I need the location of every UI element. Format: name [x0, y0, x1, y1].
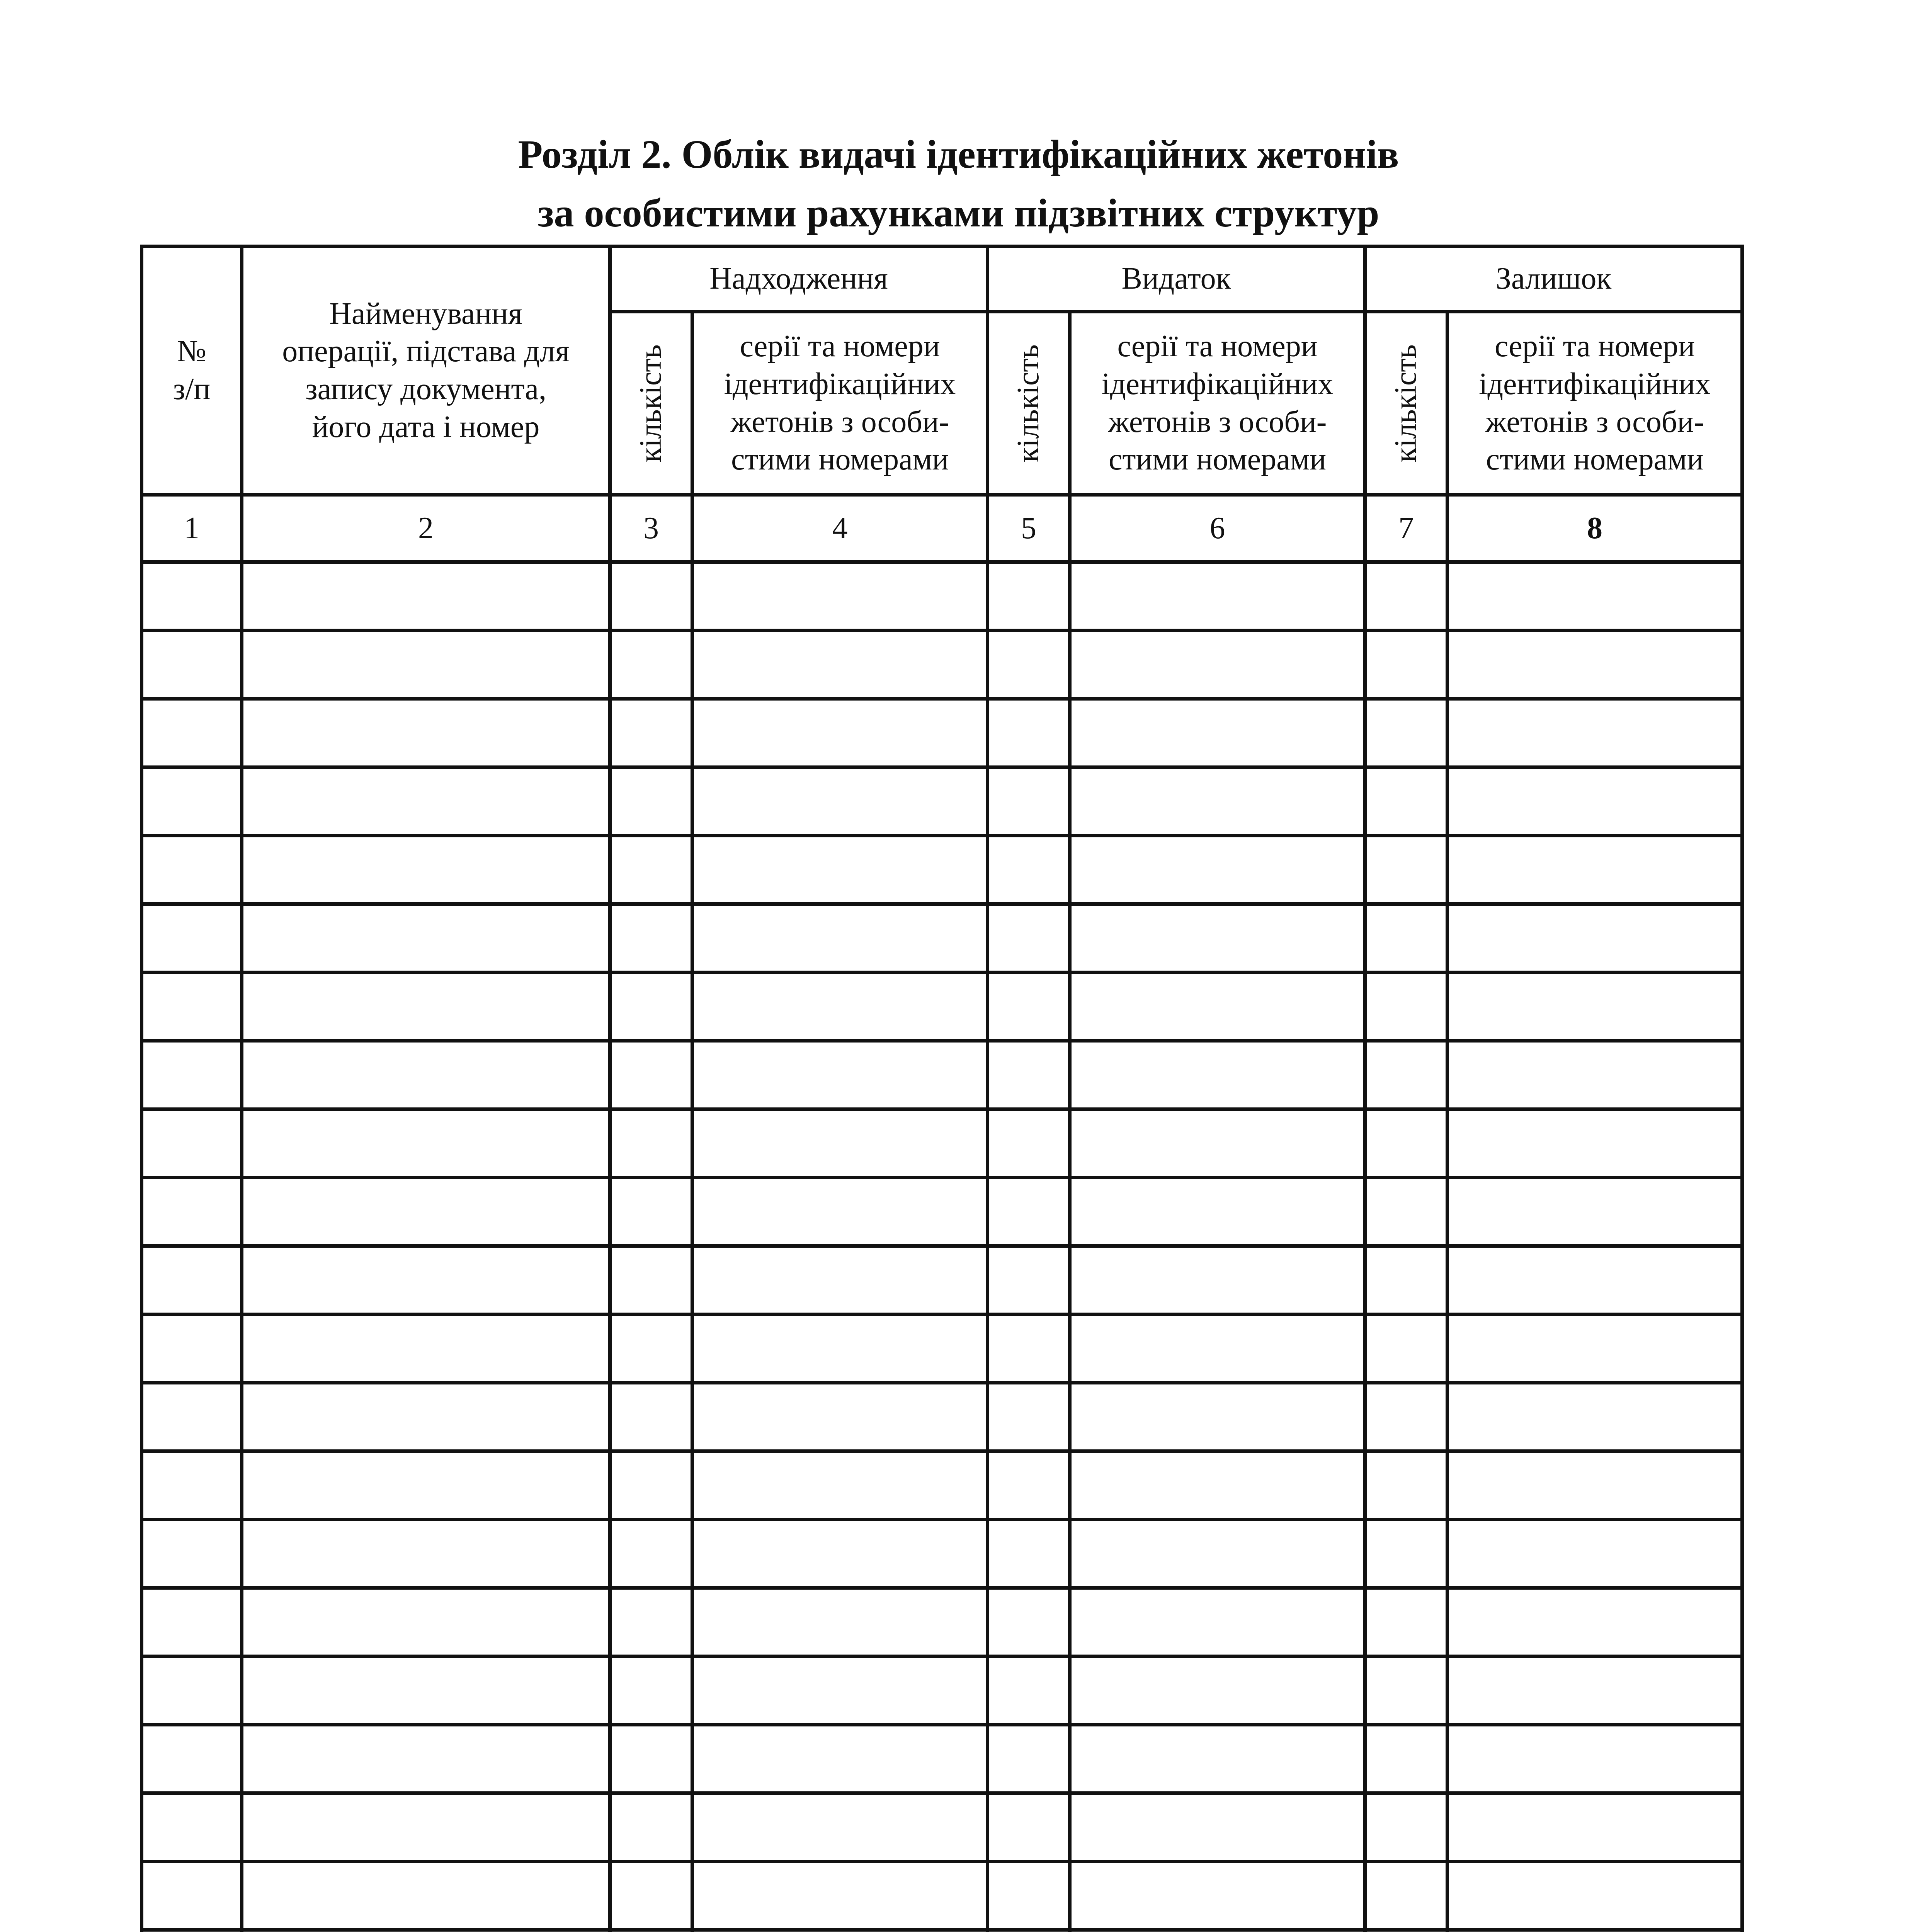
table-cell: [1365, 1588, 1448, 1656]
table-cell: [1070, 1656, 1365, 1725]
table-cell: [1365, 1793, 1448, 1862]
table-cell: [1448, 1793, 1742, 1862]
header-income-series: [692, 312, 988, 495]
table-cell: [988, 767, 1070, 836]
ledger-table: [140, 245, 1744, 1932]
table-cell: [988, 1178, 1070, 1246]
table-cell: [610, 1588, 692, 1656]
table-cell: [1365, 1109, 1448, 1178]
table-cell: [1448, 1725, 1742, 1793]
series-line3: жетонів з особи-: [1108, 405, 1327, 439]
table-row: [142, 1041, 1742, 1109]
table-cell: [1448, 562, 1742, 631]
table-cell: [242, 1656, 610, 1725]
table-row: [142, 1315, 1742, 1383]
table-cell: [142, 1520, 242, 1588]
table-cell: [1365, 836, 1448, 904]
table-row: [142, 767, 1742, 836]
table-cell: [142, 1109, 242, 1178]
table-cell: [988, 1793, 1070, 1862]
column-number: 1: [142, 495, 242, 562]
table-cell: [610, 699, 692, 767]
table-cell: [242, 767, 610, 836]
table-cell: [242, 631, 610, 699]
table-cell: [1448, 973, 1742, 1041]
table-cell: [1070, 1862, 1365, 1930]
table-cell: [1448, 1246, 1742, 1315]
table-cell: [692, 699, 988, 767]
table-row: [142, 1862, 1742, 1930]
table-cell: [692, 1451, 988, 1520]
column-number: 8: [1448, 495, 1742, 562]
table-cell: [692, 836, 988, 904]
table-cell: [1070, 1451, 1365, 1520]
table-cell: [1070, 1520, 1365, 1588]
table-row: [142, 1656, 1742, 1725]
header-income-qty: [610, 312, 692, 495]
table-cell: [1070, 1315, 1365, 1383]
table-cell: [1448, 1588, 1742, 1656]
table-cell: [988, 1041, 1070, 1109]
table-cell: [242, 699, 610, 767]
table-cell: [692, 1109, 988, 1178]
table-cell: [1448, 904, 1742, 973]
series-line3: жетонів з особи-: [730, 405, 949, 439]
table-row: [142, 1383, 1742, 1451]
series-line4: стими номерами: [1108, 442, 1327, 477]
table-cell: [692, 1520, 988, 1588]
table-cell: [988, 1246, 1070, 1315]
table-cell: [242, 836, 610, 904]
table-cell: [1070, 631, 1365, 699]
table-cell: [1365, 1246, 1448, 1315]
table-cell: [692, 904, 988, 973]
table-cell: [242, 1793, 610, 1862]
header-operation-line3: запису документа,: [305, 372, 546, 406]
column-number-row: [142, 495, 1742, 562]
table-cell: [1365, 562, 1448, 631]
table-cell: [1448, 1315, 1742, 1383]
table-cell: [142, 767, 242, 836]
table-cell: [692, 1725, 988, 1793]
table-cell: [142, 973, 242, 1041]
table-cell: [242, 1109, 610, 1178]
header-operation-line4: його дата і номер: [312, 410, 540, 444]
table-cell: [610, 767, 692, 836]
page-title: Розділ 2. Облік видачі ідентифікаційних жетонів: [518, 132, 1399, 177]
table-cell: [610, 562, 692, 631]
table-cell: [1448, 1451, 1742, 1520]
table-cell: [610, 1451, 692, 1520]
table-cell: [142, 1246, 242, 1315]
table-cell: [692, 1383, 988, 1451]
table-cell: [142, 1862, 242, 1930]
table-cell: [142, 631, 242, 699]
header-balance-qty-label: кількість: [1389, 344, 1423, 463]
table-cell: [692, 1315, 988, 1383]
table-cell: [692, 1246, 988, 1315]
header-operation-line1: Найменування: [329, 296, 522, 331]
table-cell: [1448, 1383, 1742, 1451]
series-line4: стими номерами: [731, 442, 949, 477]
table-cell: [988, 1862, 1070, 1930]
table-cell: [610, 1793, 692, 1862]
table-cell: [610, 1246, 692, 1315]
table-cell: [610, 1041, 692, 1109]
table-cell: [988, 904, 1070, 973]
table-cell: [610, 836, 692, 904]
table-cell: [610, 1656, 692, 1725]
table-cell: [610, 1520, 692, 1588]
table-cell: [988, 1588, 1070, 1656]
header-income: Надходження: [610, 247, 988, 312]
table-cell: [1070, 699, 1365, 767]
series-line1: серії та номери: [1117, 329, 1318, 364]
header-expense-qty-label: кількість: [1011, 344, 1046, 463]
table-row: [142, 562, 1742, 631]
table-cell: [1448, 1178, 1742, 1246]
table-row: [142, 1178, 1742, 1246]
page-subtitle: за особистими рахунками підзвітних структур: [538, 191, 1379, 235]
table-cell: [1365, 1315, 1448, 1383]
table-cell: [1070, 1793, 1365, 1862]
table-cell: [142, 836, 242, 904]
table-cell: [1365, 1451, 1448, 1520]
table-cell: [242, 1588, 610, 1656]
table-row: [142, 1588, 1742, 1656]
header-num-line2: з/п: [173, 372, 211, 406]
header-operation-line2: операції, підстава для: [282, 334, 570, 369]
table-cell: [692, 1588, 988, 1656]
table-cell: [1448, 767, 1742, 836]
table-cell: [610, 1930, 692, 1932]
table-cell: [610, 1178, 692, 1246]
table-cell: [1448, 1041, 1742, 1109]
header-income-qty-label: кількість: [634, 344, 668, 463]
table-cell: [242, 973, 610, 1041]
table-cell: [988, 836, 1070, 904]
table-cell: [1365, 767, 1448, 836]
table-cell: [692, 973, 988, 1041]
table-cell: [1365, 631, 1448, 699]
table-cell: [988, 1383, 1070, 1451]
table-cell: [1448, 836, 1742, 904]
table-cell: [988, 1451, 1070, 1520]
table-row: [142, 904, 1742, 973]
table-cell: [1448, 1520, 1742, 1588]
table-cell: [242, 1930, 610, 1932]
table-cell: [692, 1178, 988, 1246]
table-cell: [692, 767, 988, 836]
table-cell: [610, 1109, 692, 1178]
table-cell: [610, 973, 692, 1041]
table-cell: [692, 1930, 988, 1932]
table-cell: [142, 1315, 242, 1383]
table-cell: [1448, 699, 1742, 767]
table-cell: [142, 1930, 242, 1932]
table-cell: [1365, 904, 1448, 973]
header-num: [142, 247, 242, 495]
table-cell: [242, 1725, 610, 1793]
series-line1: серії та номери: [1494, 329, 1695, 364]
series-line1: серії та номери: [740, 329, 940, 364]
series-line2: ідентифікаційних: [1101, 367, 1334, 401]
table-cell: [1365, 1656, 1448, 1725]
table-cell: [142, 1656, 242, 1725]
header-num-line1: №: [177, 334, 207, 369]
table-cell: [692, 1862, 988, 1930]
table-cell: [692, 1041, 988, 1109]
table-cell: [1070, 1178, 1365, 1246]
table-cell: [242, 1520, 610, 1588]
column-number: 6: [1070, 495, 1365, 562]
table-cell: [242, 1246, 610, 1315]
table-cell: [1070, 1109, 1365, 1178]
table-cell: [610, 1862, 692, 1930]
table-cell: [1448, 1862, 1742, 1930]
table-row: [142, 1451, 1742, 1520]
table-cell: [988, 973, 1070, 1041]
table-cell: [1448, 1656, 1742, 1725]
table-cell: [242, 562, 610, 631]
table-cell: [610, 904, 692, 973]
column-number: 4: [692, 495, 988, 562]
table-cell: [1365, 1930, 1448, 1932]
table-cell: [692, 631, 988, 699]
series-line3: жетонів з особи-: [1485, 405, 1704, 439]
series-line2: ідентифікаційних: [1479, 367, 1711, 401]
table-cell: [142, 1588, 242, 1656]
table-cell: [242, 1041, 610, 1109]
table-row: [142, 631, 1742, 699]
table-cell: [142, 1383, 242, 1451]
table-cell: [1070, 1588, 1365, 1656]
table-cell: [142, 904, 242, 973]
table-row: [142, 1520, 1742, 1588]
table-cell: [1070, 1725, 1365, 1793]
table-row: [142, 1109, 1742, 1178]
table-cell: [142, 699, 242, 767]
header-row-groups: [142, 247, 1742, 312]
table-row: [142, 1930, 1742, 1932]
table-cell: [1365, 973, 1448, 1041]
table-cell: [988, 699, 1070, 767]
table-cell: [1070, 767, 1365, 836]
table-cell: [692, 1656, 988, 1725]
table-cell: [142, 1725, 242, 1793]
column-number: 2: [242, 495, 610, 562]
header-expense-qty: [988, 312, 1070, 495]
table-cell: [1448, 1930, 1742, 1932]
table-cell: [142, 1041, 242, 1109]
table-cell: [988, 1930, 1070, 1932]
table-cell: [610, 1383, 692, 1451]
table-cell: [242, 904, 610, 973]
table-cell: [1365, 1520, 1448, 1588]
table-row: [142, 836, 1742, 904]
table-cell: [1448, 1109, 1742, 1178]
table-cell: [988, 631, 1070, 699]
table-row: [142, 699, 1742, 767]
table-cell: [242, 1862, 610, 1930]
table-cell: [1070, 1930, 1365, 1932]
table-cell: [1070, 1383, 1365, 1451]
table-cell: [142, 1451, 242, 1520]
table-cell: [988, 1656, 1070, 1725]
table-cell: [1365, 1383, 1448, 1451]
table-cell: [1070, 562, 1365, 631]
table-cell: [1070, 1041, 1365, 1109]
table-cell: [1365, 1041, 1448, 1109]
table-cell: [1365, 699, 1448, 767]
table-cell: [610, 631, 692, 699]
header-balance: Залишок: [1365, 247, 1742, 312]
column-number: 7: [1365, 495, 1448, 562]
table-cell: [1070, 973, 1365, 1041]
table-cell: [1070, 904, 1365, 973]
column-number: 3: [610, 495, 692, 562]
table-cell: [242, 1315, 610, 1383]
header-expense-series: [1070, 312, 1365, 495]
table-cell: [610, 1315, 692, 1383]
table-cell: [242, 1178, 610, 1246]
table-cell: [242, 1383, 610, 1451]
table-cell: [1448, 631, 1742, 699]
table-cell: [692, 562, 988, 631]
header-balance-series: [1448, 312, 1742, 495]
table-row: [142, 973, 1742, 1041]
table-cell: [610, 1725, 692, 1793]
table-cell: [988, 1520, 1070, 1588]
table-cell: [242, 1451, 610, 1520]
header-expense: Видаток: [988, 247, 1365, 312]
table-cell: [1070, 1246, 1365, 1315]
table-cell: [988, 1315, 1070, 1383]
table-cell: [1365, 1725, 1448, 1793]
table-cell: [142, 1178, 242, 1246]
table-cell: [142, 1793, 242, 1862]
column-number: 5: [988, 495, 1070, 562]
table-cell: [1365, 1862, 1448, 1930]
table-cell: [1365, 1178, 1448, 1246]
table-row: [142, 1725, 1742, 1793]
series-line4: стими номерами: [1486, 442, 1704, 477]
table-row: [142, 1793, 1742, 1862]
table-cell: [988, 1109, 1070, 1178]
table-row: [142, 1246, 1742, 1315]
header-balance-qty: [1365, 312, 1448, 495]
table-cell: [692, 1793, 988, 1862]
table-cell: [988, 562, 1070, 631]
table-cell: [142, 562, 242, 631]
table-cell: [1070, 836, 1365, 904]
table-cell: [988, 1725, 1070, 1793]
series-line2: ідентифікаційних: [724, 367, 956, 401]
header-operation: [242, 247, 610, 495]
